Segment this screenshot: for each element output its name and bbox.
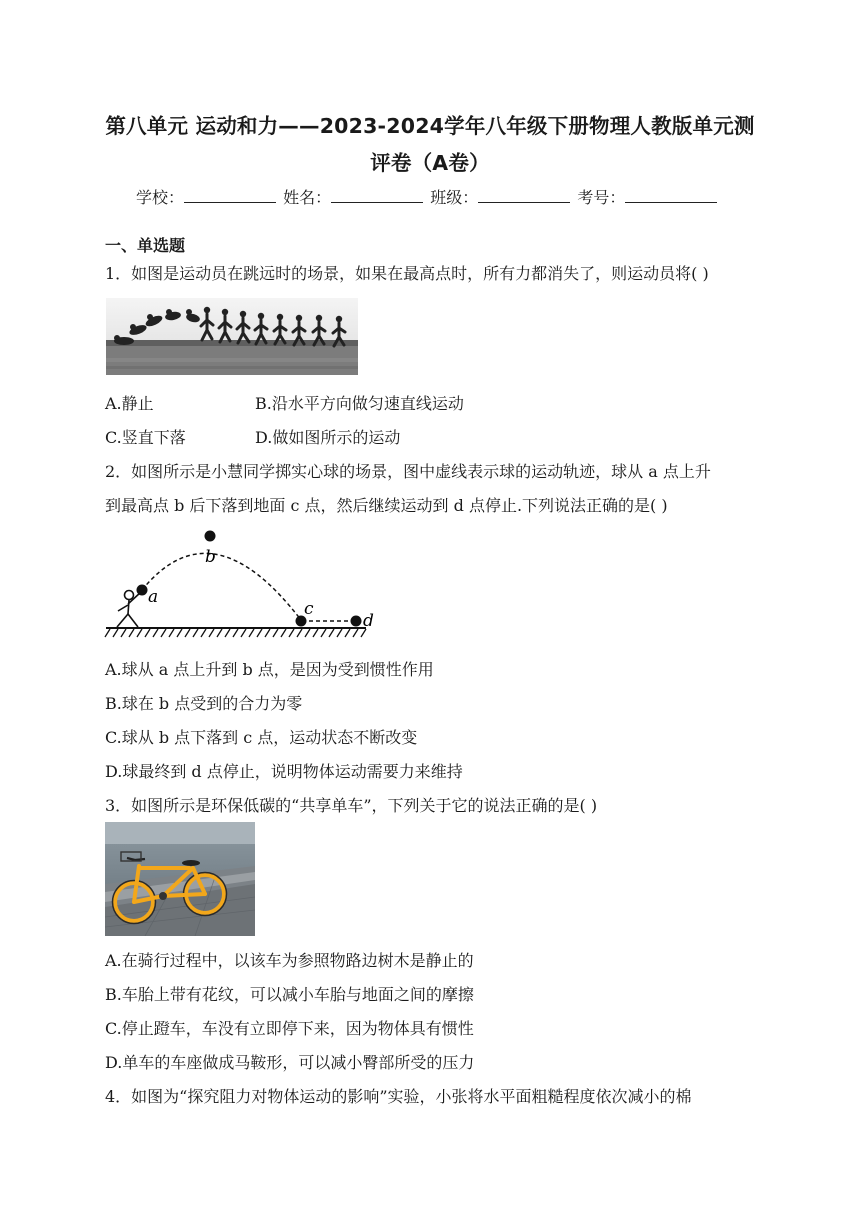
school-blank[interactable] — [184, 187, 276, 203]
q1-option-a[interactable]: A.静止 — [105, 394, 154, 413]
point-label-a: a — [148, 587, 159, 607]
number-label: 考号： — [577, 188, 626, 207]
exam-title-line2: 评卷（A卷） — [370, 151, 490, 175]
long-jump-photo — [106, 298, 358, 375]
question-1-stem: 1．如图是运动员在跳远时的场景，如果在最高点时，所有力都消失了，则运动员将( ) — [105, 264, 709, 283]
q3-option-b[interactable]: B.车胎上带有花纹，可以减小车胎与地面之间的摩擦 — [105, 985, 474, 1004]
q3-option-a[interactable]: A.在骑行过程中，以该车为参照物路边树木是静止的 — [105, 951, 474, 970]
question-2-stem-line1: 2．如图所示是小慧同学掷实心球的场景，图中虚线表示球的运动轨迹，球从 a 点上升 — [105, 462, 711, 481]
section-heading: 一、单选题 — [105, 236, 186, 255]
number-blank[interactable] — [625, 187, 717, 203]
q3-option-d[interactable]: D.单车的车座做成马鞍形，可以减小臀部所受的压力 — [105, 1053, 475, 1072]
q1-option-c[interactable]: C.竖直下落 — [105, 428, 186, 447]
question-3-stem: 3．如图所示是环保低碳的“共享单车”，下列关于它的说法正确的是( ) — [105, 796, 598, 815]
shared-bicycle-photo — [105, 822, 255, 936]
q2-option-c[interactable]: C.球从 b 点下落到 c 点，运动状态不断改变 — [105, 728, 418, 747]
name-blank[interactable] — [331, 187, 423, 203]
student-info-row — [136, 185, 719, 208]
class-label: 班级： — [430, 188, 479, 207]
q2-option-d[interactable]: D.球最终到 d 点停止，说明物体运动需要力来维持 — [105, 762, 463, 781]
school-label: 学校： — [136, 188, 185, 207]
point-label-d: d — [363, 611, 374, 631]
thrower-figure — [117, 591, 141, 628]
q2-option-a[interactable]: A.球从 a 点上升到 b 点，是因为受到惯性作用 — [105, 660, 434, 679]
exam-title-line1: 第八单元 运动和力——2023-2024学年八年级下册物理人教版单元测 — [105, 114, 755, 138]
point-label-b: b — [205, 547, 216, 567]
question-4-stem: 4．如图为“探究阻力对物体运动的影响”实验，小张将水平面粗糙程度依次减小的棉 — [105, 1087, 692, 1106]
name-label: 姓名： — [283, 188, 332, 207]
class-blank[interactable] — [478, 187, 570, 203]
question-2-stem-line2: 到最高点 b 后下落到地面 c 点，然后继续运动到 d 点停止.下列说法正确的是( ) — [105, 496, 668, 515]
q3-option-c[interactable]: C.停止蹬车，车没有立即停下来，因为物体具有惯性 — [105, 1019, 474, 1038]
q2-option-b[interactable]: B.球在 b 点受到的合力为零 — [105, 694, 303, 713]
point-label-c: c — [304, 599, 314, 619]
q1-option-b[interactable]: B.沿水平方向做匀速直线运动 — [255, 394, 464, 413]
shot-put-trajectory-diagram — [104, 528, 380, 640]
q1-option-d[interactable]: D.做如图所示的运动 — [255, 428, 401, 447]
